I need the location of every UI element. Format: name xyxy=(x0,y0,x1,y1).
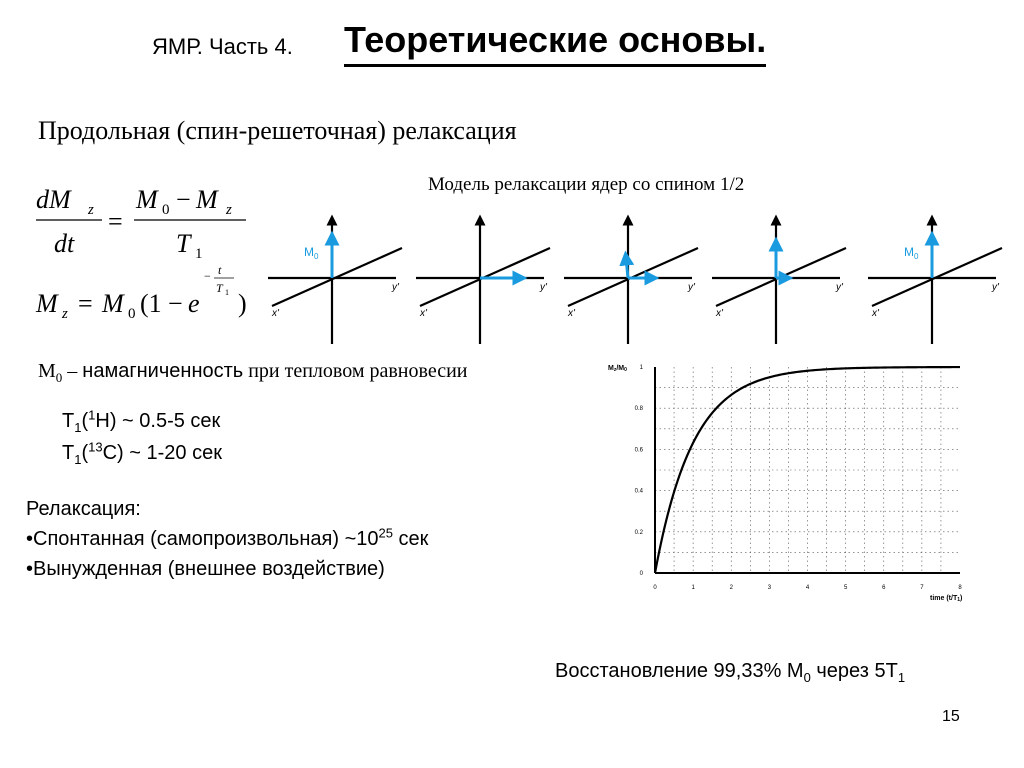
x-tick-label: 7 xyxy=(920,585,924,591)
relaxation-item-forced: •Вынужденная (внешнее воздействие) xyxy=(26,558,385,580)
eq1-lhs-num-sub: z xyxy=(88,202,94,218)
relaxation-item-spontaneous xyxy=(26,525,429,551)
t1-symbol: T xyxy=(62,410,75,432)
restore-text: Восстановление 99,33% M xyxy=(555,660,804,682)
x-tick-label: 5 xyxy=(843,585,848,591)
magnetization-arrow xyxy=(626,258,628,278)
page-number: 15 xyxy=(942,708,960,725)
relaxation-item-exp: 25 xyxy=(378,525,393,541)
y-axis-label: y' xyxy=(992,282,999,293)
y-tick-label: 0.4 xyxy=(634,488,643,495)
axes-panel-4 xyxy=(712,220,846,344)
m0-sans-text: намагниченность xyxy=(82,360,244,382)
m0-definition xyxy=(38,360,467,383)
model-caption: Модель релаксации ядер со спином 1/2 xyxy=(428,174,745,195)
x-axis-label: x' xyxy=(716,308,723,319)
m0-label: M xyxy=(904,245,914,259)
restoration-note xyxy=(555,660,905,683)
restore-mid: через 5T xyxy=(810,660,898,682)
y-axis-label: y' xyxy=(540,282,547,293)
x-tick-label: 1 xyxy=(691,585,695,591)
eq2-exp-minus: − xyxy=(204,269,211,283)
eq1-rhs-den: T xyxy=(176,229,191,258)
t1-range: ) ~ 1-20 сек xyxy=(117,442,222,464)
header-prefix: ЯМР. Часть 4. xyxy=(152,34,293,59)
t1-open: ( xyxy=(81,442,89,464)
relaxation-heading: Релаксация: xyxy=(26,498,141,520)
m0-symbol: M xyxy=(38,360,56,382)
eq2-exp-num: t xyxy=(218,263,222,277)
t1-mass-sup: 1 xyxy=(88,407,96,423)
chart-x-label: time (t/T1) xyxy=(930,595,963,603)
t1-nucleus: H xyxy=(95,410,110,432)
eq2-exp-den-sub: 1 xyxy=(225,288,229,297)
x-tick-label: 0 xyxy=(653,585,657,591)
eq2-lhs-sub: z xyxy=(62,306,68,322)
x-tick-label: 3 xyxy=(767,585,772,591)
relaxation-item-unit: сек xyxy=(392,528,429,550)
m0-dash: – xyxy=(62,360,83,382)
x-tick-label: 6 xyxy=(882,585,886,591)
eq2-paren-open: (1 xyxy=(140,289,162,318)
restore-sub2: 1 xyxy=(897,670,906,685)
y-tick-label: 0.6 xyxy=(634,447,643,454)
x-axis-label: x' xyxy=(568,308,575,319)
eq1-rhs-num-m0-sub: 0 xyxy=(162,202,170,218)
eq1-lhs-den: dt xyxy=(54,229,75,258)
relaxation-curve-chart xyxy=(600,355,980,605)
x-tick-label: 8 xyxy=(958,585,962,591)
eq2-lhs: M xyxy=(36,289,58,318)
eq1-equals: = xyxy=(108,207,123,236)
eq2-minus: − xyxy=(168,289,183,318)
eq1-rhs-num-mz-sub: z xyxy=(226,202,232,218)
eq2-exp-base: e xyxy=(188,289,200,318)
eq1-rhs-num-mz: M xyxy=(196,185,218,214)
eq2-rhs-sub: 0 xyxy=(128,306,136,322)
relaxation-item-text: •Спонтанная (самопроизвольная) ~10 xyxy=(26,528,379,550)
axes-panel-2 xyxy=(416,220,550,344)
x-axis-label: x' xyxy=(872,308,879,319)
m0-symbol-sub: 0 xyxy=(55,370,63,385)
m0-label-sub: 0 xyxy=(914,252,919,261)
eq1-rhs-num-m0: M xyxy=(136,185,158,214)
m0-label-sub: 0 xyxy=(314,252,319,261)
eq2-exp-den: T xyxy=(216,281,223,295)
t1-symbol: T xyxy=(62,442,75,464)
t1-nucleus: C xyxy=(102,442,118,464)
x-tick-label: 2 xyxy=(729,585,733,591)
t1-range: ) ~ 0.5-5 сек xyxy=(109,410,221,432)
eq1-minus: − xyxy=(176,185,191,214)
t1-mass-sup: 13 xyxy=(88,439,103,455)
axes-panel-1 xyxy=(268,220,402,344)
t1-open: ( xyxy=(81,410,89,432)
x-axis-label: x' xyxy=(420,308,427,319)
t1-sub: 1 xyxy=(74,420,82,435)
t1-carbon-line xyxy=(62,439,222,467)
t1-proton-line xyxy=(62,407,221,435)
eq2-rhs: M xyxy=(102,289,124,318)
y-axis-label: y' xyxy=(836,282,843,293)
relaxation-equations xyxy=(32,178,262,328)
chart-grid xyxy=(655,367,960,573)
y-tick-label: 0 xyxy=(639,571,643,577)
eq2-equals: = xyxy=(78,289,93,318)
section-subtitle: Продольная (спин-решеточная) релаксация xyxy=(38,116,517,145)
spin-relaxation-model-diagrams xyxy=(260,210,1020,350)
y-tick-label: 0.2 xyxy=(634,529,643,536)
restore-sub: 0 xyxy=(803,670,811,685)
m0-label: M xyxy=(304,245,314,259)
chart-y-label: Mz/M0 xyxy=(608,365,627,373)
y-tick-label: 1 xyxy=(639,365,643,371)
x-axis-label: x' xyxy=(272,308,279,319)
axes-panel-5 xyxy=(868,220,1002,344)
eq1-rhs-den-sub: 1 xyxy=(195,246,203,262)
eq2-paren-close: ) xyxy=(238,289,247,318)
y-axis-label: y' xyxy=(688,282,695,293)
m0-serif-text: при тепловом равновесии xyxy=(243,360,468,382)
t1-sub: 1 xyxy=(74,452,82,467)
y-axis-label: y' xyxy=(392,282,399,293)
page-title: Теоретические основы. xyxy=(344,18,766,67)
axes-panel-3 xyxy=(564,220,698,344)
y-tick-label: 0.8 xyxy=(634,406,643,413)
eq1-lhs-num: dM xyxy=(36,185,71,214)
x-tick-label: 4 xyxy=(805,585,810,591)
